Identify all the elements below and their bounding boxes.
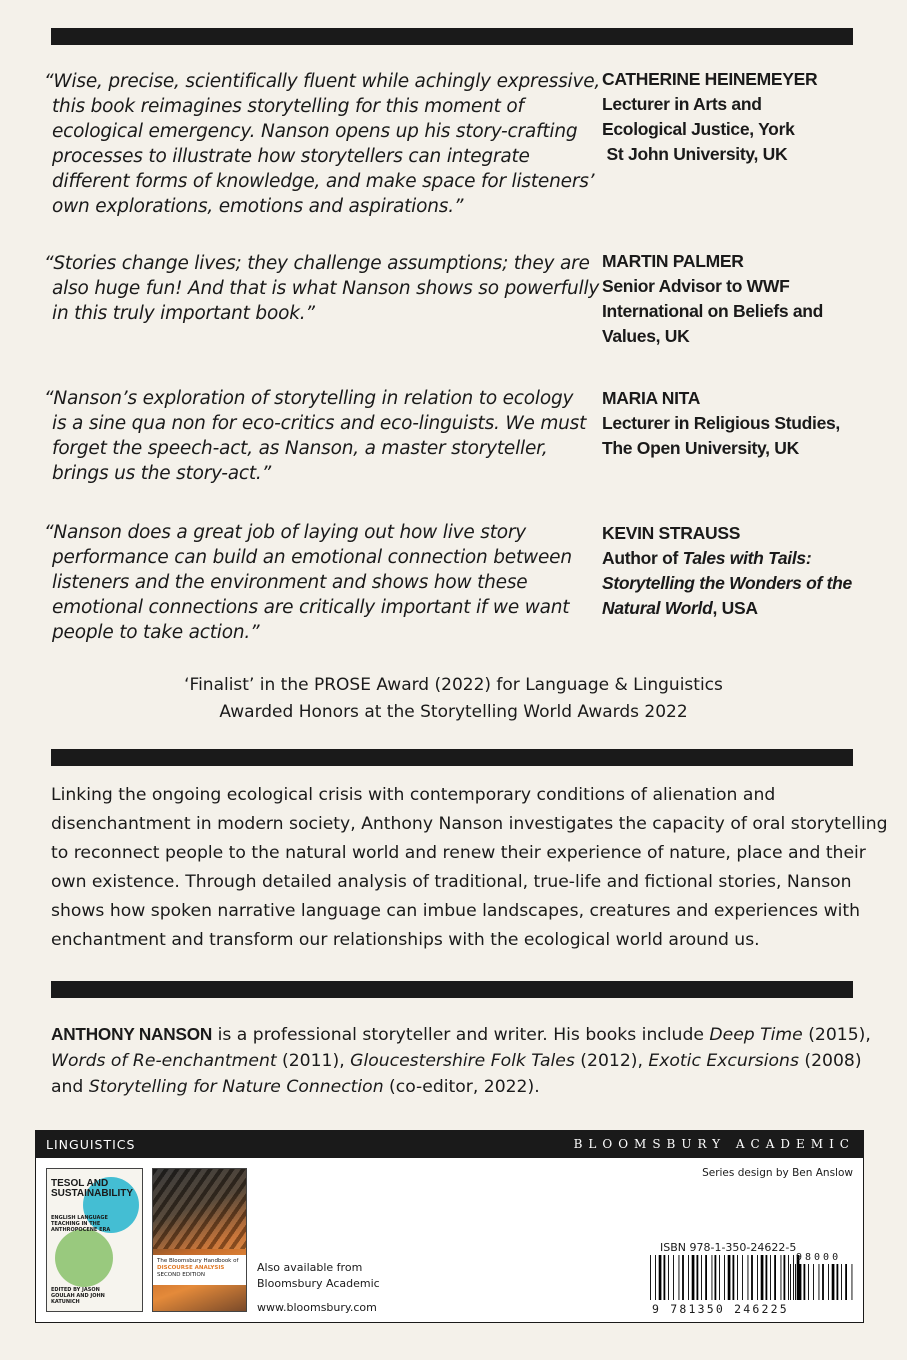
book-cover-title: TESOL AND SUSTAINABILITY [51, 1178, 134, 1199]
isbn: ISBN 978-1-350-24622-5 [660, 1241, 797, 1254]
quote-line: “Stories change lives; they challenge assumptions; they are [44, 253, 590, 274]
description-line: own existence. Through detailed analysis of traditional, true-life and fictional stories, Nanson [51, 872, 852, 892]
bio-text: (2008) [798, 1051, 862, 1071]
cover-circle-green [55, 1229, 113, 1287]
related-book-cover-discourse [152, 1168, 247, 1312]
bio-line [51, 1021, 871, 1048]
author-bio [51, 1021, 871, 1100]
book-title: Deep Time [709, 1025, 803, 1045]
endorser-attribution [602, 67, 862, 167]
book-title: Storytelling for Nature Connection [88, 1077, 384, 1097]
endorsement-quote [44, 386, 587, 486]
endorser-attribution [602, 386, 862, 461]
quote-line: different forms of knowledge, and make space for listeners’ [52, 171, 595, 192]
quote-line: “Nanson does a great job of laying out how live story [44, 522, 527, 543]
endorser-role-line: Senior Advisor to WWF [602, 276, 790, 296]
endorser-role-line: St John University, UK [602, 144, 788, 164]
endorser-role-line [602, 596, 862, 621]
book-cover-main-title: DISCOURSE ANALYSIS [157, 1265, 225, 1271]
also-available-text [257, 1260, 380, 1292]
endorser-name: MARTIN PALMER [602, 251, 744, 271]
cover-landscape-image [153, 1169, 246, 1249]
also-available-line: Bloomsbury Academic [257, 1277, 380, 1290]
endorser-role-line [602, 571, 862, 596]
price-barcode [790, 1264, 854, 1300]
quote-line: processes to illustrate how storytellers can integrate [52, 146, 530, 167]
bio-text: and [51, 1077, 89, 1097]
middle-divider-bar [51, 749, 853, 766]
book-title: Tales with Tails: [682, 548, 812, 568]
endorser-attribution [602, 249, 862, 349]
book-title: Words of Re-enchantment [51, 1051, 277, 1071]
series-design-credit: Series design by Ben Anslow [702, 1167, 853, 1179]
quote-line: is a sine qua non for eco-critics and eco-linguists. We must [52, 413, 587, 434]
quote-line: “Wise, precise, scientifically fluent while achingly expressive, [44, 71, 601, 92]
bio-text: (2011), [276, 1051, 351, 1071]
endorser-role-line: Lecturer in Arts and [602, 94, 762, 114]
endorser-name: CATHERINE HEINEMEYER [602, 69, 818, 89]
isbn-barcode [650, 1255, 800, 1300]
publisher-website: www.bloomsbury.com [257, 1301, 377, 1314]
cover-title-label [153, 1255, 246, 1285]
quote-line: people to take action.” [52, 622, 260, 643]
quote-line: listeners and the environment and shows how these [52, 572, 528, 593]
author-name: ANTHONY NANSON [51, 1024, 213, 1044]
book-title: Storytelling the Wonders of the [602, 573, 852, 593]
endorser-role-line: The Open University, UK [602, 438, 799, 458]
quote-line: own explorations, emotions and aspirations.” [52, 196, 464, 217]
quote-line: “Nanson’s exploration of storytelling in relation to ecology [44, 388, 574, 409]
barcode-number: 9 781350 246225 [652, 1302, 789, 1316]
award-line: Awarded Honors at the Storytelling World Awards 2022 [219, 702, 688, 722]
top-divider-bar [51, 28, 853, 45]
quote-line: forget the speech-act, as Nanson, a master storyteller, [52, 438, 548, 459]
quote-line: in this truly important book.” [52, 303, 315, 324]
endorsement-quote [44, 251, 600, 326]
publisher-name: BLOOMSBURY ACADEMIC [573, 1137, 855, 1151]
description-line: shows how spoken narrative language can imbue landscapes, creatures and experiences with [51, 901, 861, 921]
role-prefix: Author of [602, 548, 683, 568]
price-code: 98000 [796, 1252, 842, 1263]
bio-line [51, 1048, 861, 1074]
description-line: disenchantment in modern society, Anthony Nanson investigates the capacity of oral storytelling [51, 814, 888, 834]
quote-line: brings us the story-act.” [52, 463, 271, 484]
bio-text: is a professional storyteller and writer. His books include [212, 1025, 710, 1045]
endorser-attribution [602, 521, 862, 621]
quote-line: performance can build an emotional connection between [52, 547, 572, 568]
also-available-line: Also available from [257, 1261, 363, 1274]
endorser-role-line [602, 546, 862, 571]
book-cover-subtitle: ENGLISH LANGUAGE TEACHING IN THE ANTHROPOCENE ERA [51, 1215, 111, 1233]
endorser-role-line: Values, UK [602, 326, 690, 346]
endorser-name: MARIA NITA [602, 388, 701, 408]
endorser-role-line: International on Beliefs and [602, 301, 824, 321]
description-line: enchantment and transform our relationships with the ecological world around us. [51, 930, 760, 950]
endorser-role-line: Ecological Justice, York [602, 119, 795, 139]
bio-text: (co-editor, 2022). [383, 1077, 540, 1097]
awards [0, 672, 907, 726]
book-cover-series: The Bloomsbury Handbook of [157, 1258, 239, 1264]
bio-line [51, 1074, 861, 1100]
footer-header [36, 1131, 863, 1158]
book-title: Natural World [602, 598, 713, 618]
book-cover-edition: SECOND EDITION [157, 1272, 205, 1278]
publisher-footer [35, 1130, 864, 1323]
quote-line: ecological emergency. Nanson opens up his story-crafting [52, 121, 578, 142]
book-cover-title [157, 1258, 243, 1279]
quote-line: this book reimagines storytelling for this moment of [52, 96, 524, 117]
book-title: Gloucestershire Folk Tales [350, 1051, 575, 1071]
bio-text: (2012), [574, 1051, 649, 1071]
lower-divider-bar [51, 981, 853, 998]
award-line: ‘Finalist’ in the PROSE Award (2022) for Language & Linguistics [184, 675, 723, 695]
quote-line: emotional connections are critically important if we want [52, 597, 570, 618]
book-description [51, 781, 888, 955]
endorsement-quote [44, 520, 579, 645]
endorsement-quote [44, 69, 601, 219]
book-cover-editors: EDITED BY JASON GOULAH AND JOHN KATUNICH [51, 1287, 105, 1305]
description-line: to reconnect people to the natural world and renew their experience of nature, place and their [51, 843, 866, 863]
related-book-cover-tesol [46, 1168, 143, 1312]
role-suffix: , USA [712, 598, 758, 618]
quote-line: also huge fun! And that is what Nanson shows so powerfully [52, 278, 600, 299]
subject-category: LINGUISTICS [46, 1137, 136, 1152]
endorser-role-line: Lecturer in Religious Studies, [602, 413, 840, 433]
endorser-name: KEVIN STRAUSS [602, 523, 741, 543]
description-line: Linking the ongoing ecological crisis with contemporary conditions of alienation and [51, 785, 776, 805]
bio-text: (2015), [802, 1025, 871, 1045]
book-title: Exotic Excursions [648, 1051, 799, 1071]
